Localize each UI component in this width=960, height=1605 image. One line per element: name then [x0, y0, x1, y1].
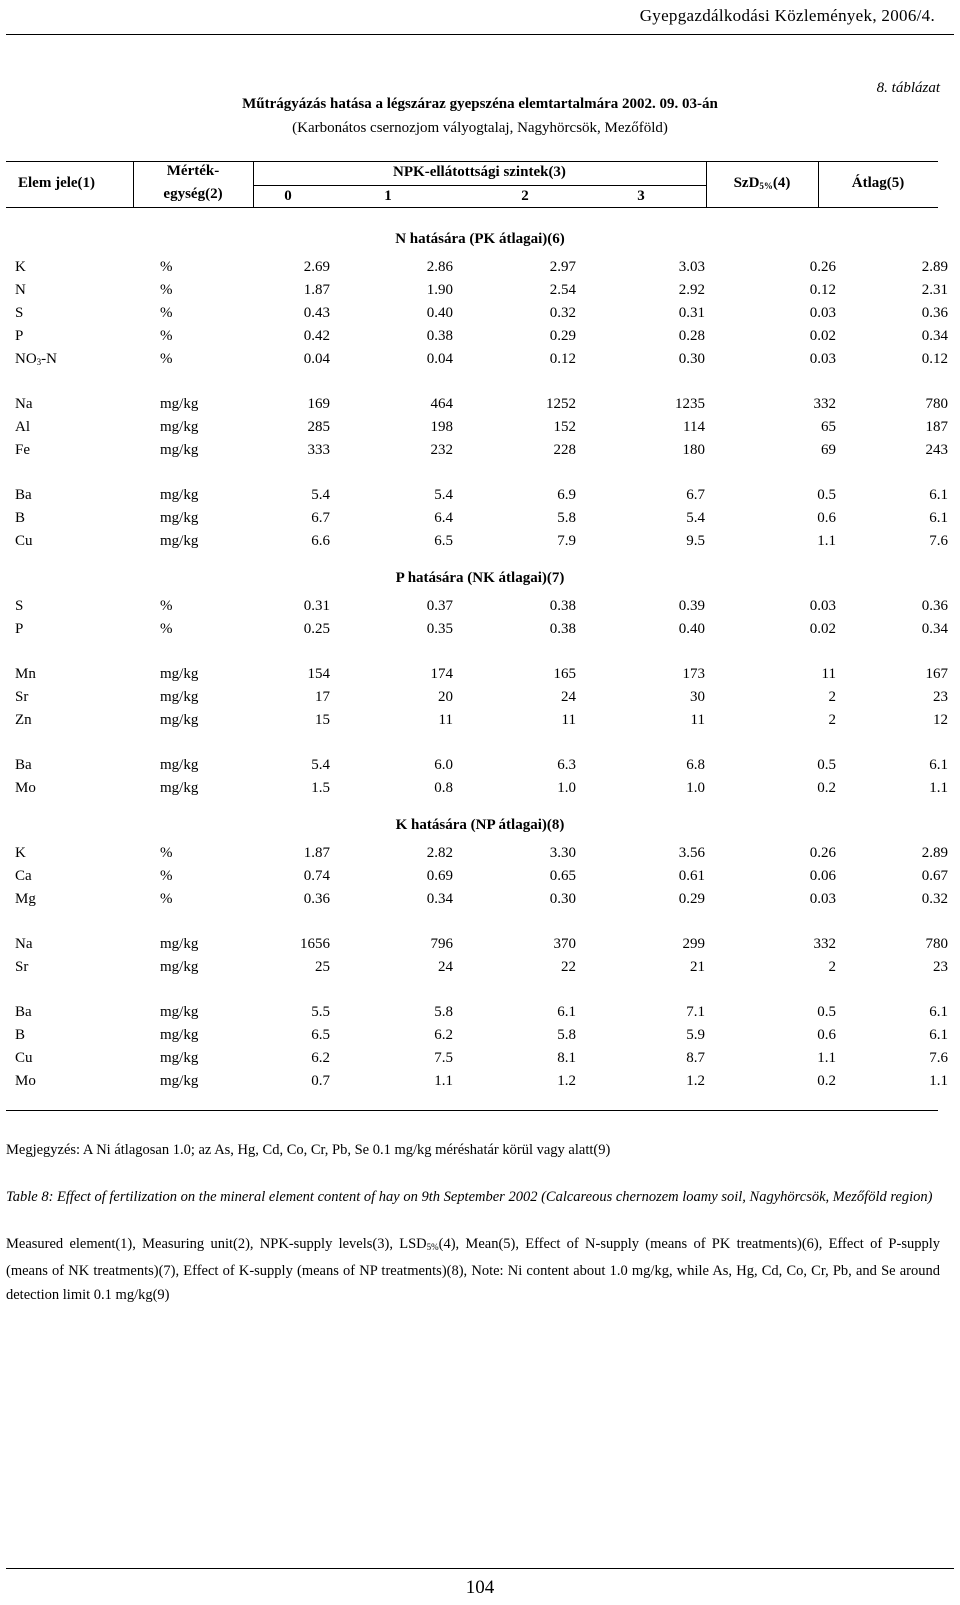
value-level-2: 0.65: [549, 868, 576, 884]
unit: mg/kg: [160, 442, 199, 458]
element-symbol: Na: [15, 936, 33, 952]
value-level-2: 1252: [546, 396, 576, 412]
value-level-0: 6.7: [311, 510, 330, 526]
value-mean: 2.31: [921, 282, 948, 298]
value-szd: 65: [821, 419, 836, 435]
element-symbol: N: [15, 282, 26, 298]
value-level-3: 173: [682, 666, 705, 682]
value-szd: 2: [828, 712, 836, 728]
value-level-1: 0.69: [426, 868, 453, 884]
value-level-3: 0.29: [678, 891, 705, 907]
unit: mg/kg: [160, 959, 199, 975]
element-symbol: Cu: [15, 1050, 33, 1066]
table-row: [0, 1070, 960, 1093]
table-row: [0, 865, 960, 888]
unit: mg/kg: [160, 1027, 199, 1043]
element-symbol: Mo: [15, 1073, 36, 1089]
value-level-0: 1.87: [303, 282, 330, 298]
table-row: [0, 507, 960, 530]
value-szd: 69: [821, 442, 836, 458]
value-level-1: 0.38: [426, 328, 453, 344]
section-title: P hatására (NK átlagai)(7): [395, 570, 565, 586]
table-row: [0, 709, 960, 732]
value-level-3: 299: [682, 936, 705, 952]
value-level-2: 6.1: [557, 1004, 576, 1020]
unit: mg/kg: [160, 712, 199, 728]
table-row: [0, 1047, 960, 1070]
value-level-0: 6.6: [311, 533, 330, 549]
value-level-3: 0.31: [678, 305, 705, 321]
unit: %: [160, 282, 173, 298]
value-level-2: 0.38: [549, 598, 576, 614]
value-mean: 243: [925, 442, 948, 458]
element-symbol: Fe: [15, 442, 30, 458]
value-level-3: 8.7: [686, 1050, 705, 1066]
table-row: [0, 595, 960, 618]
table-row: [0, 484, 960, 507]
value-mean: 167: [925, 666, 948, 682]
unit: %: [160, 351, 173, 367]
value-level-3: 7.1: [686, 1004, 705, 1020]
value-szd: 0.03: [809, 598, 836, 614]
value-level-2: 0.12: [549, 351, 576, 367]
value-level-0: 1656: [300, 936, 330, 952]
element-symbol: K: [15, 259, 26, 275]
section-title: N hatására (PK átlagai)(6): [395, 231, 565, 247]
value-level-3: 9.5: [686, 533, 705, 549]
unit: mg/kg: [160, 1004, 199, 1020]
value-mean: 0.12: [921, 351, 948, 367]
value-mean: 0.34: [921, 328, 948, 344]
table-note: Megjegyzés: A Ni átlagosan 1.0; az As, Hg, Cd, Co, Cr, Pb, Se 0.1 mg/kg méréshatár körül vagy alatt(9): [6, 1142, 611, 1158]
value-mean: 6.1: [929, 487, 948, 503]
element-symbol: Ca: [15, 868, 32, 884]
value-level-3: 1235: [675, 396, 705, 412]
col-unit-line2: egység(2): [163, 186, 223, 202]
col-level-3: 3: [637, 188, 645, 204]
value-mean: 0.36: [921, 305, 948, 321]
table-row: [0, 663, 960, 686]
value-level-3: 180: [682, 442, 705, 458]
unit: mg/kg: [160, 533, 199, 549]
value-mean: 7.6: [929, 533, 948, 549]
value-level-1: 0.34: [426, 891, 453, 907]
value-level-0: 169: [307, 396, 330, 412]
table-row: [0, 302, 960, 325]
value-level-3: 2.92: [678, 282, 705, 298]
value-level-1: 2.86: [426, 259, 453, 275]
col-npk: NPK-ellátottsági szintek(3): [393, 164, 566, 180]
value-level-2: 2.97: [549, 259, 576, 275]
value-level-0: 0.7: [311, 1073, 330, 1089]
section-title: K hatására (NP átlagai)(8): [395, 817, 565, 833]
col-level-2: 2: [521, 188, 529, 204]
value-szd: 0.26: [809, 259, 836, 275]
element-symbol: P: [15, 621, 24, 637]
element-symbol: Ba: [15, 757, 32, 773]
unit: %: [160, 259, 173, 275]
element-symbol: B: [15, 1027, 26, 1043]
element-symbol: Ba: [15, 1004, 32, 1020]
table-row: [0, 888, 960, 911]
value-level-1: 5.8: [434, 1004, 453, 1020]
value-level-0: 1.5: [311, 780, 330, 796]
value-level-3: 5.4: [686, 510, 705, 526]
value-level-3: 0.39: [678, 598, 705, 614]
value-level-1: 0.37: [426, 598, 453, 614]
value-level-0: 0.25: [303, 621, 330, 637]
table-row: [0, 1001, 960, 1024]
value-level-0: 0.31: [303, 598, 330, 614]
value-szd: 1.1: [817, 1050, 836, 1066]
value-level-2: 7.9: [557, 533, 576, 549]
value-szd: 11: [821, 666, 836, 682]
value-mean: 23: [933, 959, 948, 975]
value-mean: 780: [925, 936, 948, 952]
value-mean: 0.36: [921, 598, 948, 614]
value-level-1: 0.40: [426, 305, 453, 321]
element-symbol: K: [15, 845, 26, 861]
element-symbol: Sr: [15, 959, 29, 975]
element-symbol: Sr: [15, 689, 29, 705]
english-legend: Measured element(1), Measuring unit(2), NPK-supply levels(3), $LSD_{5\%}(4)$, Mean(5), Effect of N-supply (means of PK treatments)(6), Effect of P-supply (means of NK treatments)(7), Effect of K-supply (means of NP treatments)(8), Note: Ni content about 1.0 mg/kg, while As, Hg, Cd, Co, Cr, Pb, and Se around detection limit 0.1 mg/kg(9): [6, 1236, 940, 1303]
unit: %: [160, 328, 173, 344]
value-level-2: 370: [553, 936, 576, 952]
value-level-0: 285: [307, 419, 330, 435]
value-mean: 23: [933, 689, 948, 705]
value-level-1: 6.4: [434, 510, 453, 526]
value-mean: 7.6: [929, 1050, 948, 1066]
value-mean: 0.67: [921, 868, 948, 884]
value-level-1: 7.5: [434, 1050, 453, 1066]
unit: mg/kg: [160, 780, 199, 796]
value-level-3: 0.30: [678, 351, 705, 367]
value-szd: 0.2: [817, 780, 836, 796]
table-row: [0, 842, 960, 865]
value-mean: 6.1: [929, 1027, 948, 1043]
value-szd: 0.03: [809, 351, 836, 367]
value-level-1: 0.8: [434, 780, 453, 796]
value-level-3: 1.0: [686, 780, 705, 796]
value-level-3: 1.2: [686, 1073, 705, 1089]
value-level-3: 30: [690, 689, 705, 705]
value-level-3: 6.8: [686, 757, 705, 773]
col-mean: Átlag(5): [851, 175, 905, 191]
unit: %: [160, 621, 173, 637]
value-mean: 6.1: [929, 757, 948, 773]
table-row: [0, 754, 960, 777]
value-szd: 0.5: [817, 757, 836, 773]
value-szd: 332: [813, 396, 836, 412]
value-level-1: 2.82: [426, 845, 453, 861]
unit: %: [160, 891, 173, 907]
value-level-0: 6.5: [311, 1027, 330, 1043]
table-row: [0, 933, 960, 956]
value-level-3: 0.61: [678, 868, 705, 884]
value-level-3: 0.40: [678, 621, 705, 637]
value-level-1: 174: [430, 666, 453, 682]
value-level-2: 3.30: [549, 845, 576, 861]
value-level-2: 0.29: [549, 328, 576, 344]
value-mean: 2.89: [921, 259, 948, 275]
table-row: [0, 686, 960, 709]
value-level-1: 232: [430, 442, 453, 458]
table-row: [0, 348, 960, 371]
value-mean: 780: [925, 396, 948, 412]
value-level-1: 1.90: [426, 282, 453, 298]
value-level-3: 5.9: [686, 1027, 705, 1043]
table-top-rule: [6, 161, 938, 162]
unit: mg/kg: [160, 396, 199, 412]
table-header-rule: [6, 207, 938, 208]
value-level-0: 154: [307, 666, 330, 682]
value-mean: 1.1: [929, 780, 948, 796]
value-szd: 2: [828, 689, 836, 705]
unit: mg/kg: [160, 1050, 199, 1066]
element-symbol: Mg: [15, 891, 36, 907]
value-szd: 0.02: [809, 328, 836, 344]
unit: mg/kg: [160, 936, 199, 952]
value-szd: 0.03: [809, 891, 836, 907]
value-level-2: 22: [561, 959, 576, 975]
table-row: [0, 325, 960, 348]
table-row: [0, 530, 960, 553]
table-subtitle: (Karbonátos csernozjom vályogtalaj, Nagyhörcsök, Mezőföld): [292, 120, 668, 136]
value-level-3: 114: [683, 419, 705, 435]
unit: %: [160, 845, 173, 861]
element-symbol: S: [15, 598, 24, 614]
value-szd: 0.6: [817, 510, 836, 526]
table-row: [0, 618, 960, 641]
value-level-0: 5.4: [311, 487, 330, 503]
page-number: 104: [465, 1577, 495, 1598]
value-level-3: 11: [690, 712, 705, 728]
table-id: 8. táblázat: [876, 80, 940, 96]
value-level-0: 5.4: [311, 757, 330, 773]
table-row: [0, 1024, 960, 1047]
value-level-2: 228: [553, 442, 576, 458]
value-level-0: 0.36: [303, 891, 330, 907]
value-level-0: 25: [315, 959, 330, 975]
value-level-1: 0.35: [426, 621, 453, 637]
value-mean: 0.32: [921, 891, 948, 907]
value-szd: 2: [828, 959, 836, 975]
col-element: Elem jele(1): [18, 175, 96, 191]
table-row: [0, 777, 960, 800]
value-mean: 1.1: [929, 1073, 948, 1089]
element-symbol: Mo: [15, 780, 36, 796]
unit: mg/kg: [160, 487, 199, 503]
value-level-2: 1.2: [557, 1073, 576, 1089]
value-level-1: 24: [438, 959, 453, 975]
col-level-0: 0: [284, 188, 292, 204]
footer-rule: [6, 1568, 954, 1569]
col-level-1: 1: [384, 188, 392, 204]
element-symbol: S: [15, 305, 24, 321]
value-level-0: 15: [315, 712, 330, 728]
value-level-1: 6.2: [434, 1027, 453, 1043]
value-level-1: 0.04: [426, 351, 453, 367]
col-unit-line1: Mérték-: [166, 163, 220, 179]
value-level-2: 165: [553, 666, 576, 682]
value-level-2: 11: [561, 712, 576, 728]
element-symbol: Al: [15, 419, 30, 435]
element-symbol: B: [15, 510, 26, 526]
npk-header-rule: [253, 185, 706, 186]
value-level-2: 2.54: [549, 282, 576, 298]
value-level-2: 5.8: [557, 510, 576, 526]
value-level-0: 0.43: [303, 305, 330, 321]
unit: mg/kg: [160, 510, 199, 526]
value-level-2: 6.9: [557, 487, 576, 503]
table-row: [0, 439, 960, 462]
value-level-0: 0.04: [303, 351, 330, 367]
element-symbol: Ba: [15, 487, 32, 503]
value-level-2: 152: [553, 419, 576, 435]
value-level-0: 2.69: [303, 259, 330, 275]
value-szd: 0.26: [809, 845, 836, 861]
value-level-2: 0.30: [549, 891, 576, 907]
value-mean: 12: [933, 712, 948, 728]
value-szd: 0.5: [817, 487, 836, 503]
element-symbol: Mn: [15, 666, 36, 682]
value-szd: 0.02: [809, 621, 836, 637]
table-row: [0, 393, 960, 416]
value-level-2: 6.3: [557, 757, 576, 773]
element-symbol: Cu: [15, 533, 33, 549]
value-level-0: 17: [315, 689, 330, 705]
header-rule: [6, 34, 954, 35]
table-title: Műtrágyázás hatása a légszáraz gyepszéna elemtartalmára 2002. 09. 03-án: [242, 96, 718, 112]
element-symbol: Zn: [15, 712, 32, 728]
value-szd: 332: [813, 936, 836, 952]
unit: mg/kg: [160, 666, 199, 682]
value-level-0: 5.5: [311, 1004, 330, 1020]
table-bottom-rule: [6, 1110, 938, 1111]
value-level-0: 1.87: [303, 845, 330, 861]
unit: %: [160, 868, 173, 884]
value-level-2: 8.1: [557, 1050, 576, 1066]
value-mean: 6.1: [929, 510, 948, 526]
unit: mg/kg: [160, 1073, 199, 1089]
table-row: [0, 416, 960, 439]
value-level-1: 6.0: [434, 757, 453, 773]
value-szd: 0.03: [809, 305, 836, 321]
value-szd: 0.2: [817, 1073, 836, 1089]
value-level-1: 1.1: [434, 1073, 453, 1089]
value-level-0: 333: [307, 442, 330, 458]
value-level-3: 21: [690, 959, 705, 975]
value-szd: 0.12: [809, 282, 836, 298]
element-symbol: P: [15, 328, 24, 344]
element-symbol: Na: [15, 396, 33, 412]
value-szd: 1.1: [817, 533, 836, 549]
unit: mg/kg: [160, 689, 199, 705]
unit: mg/kg: [160, 757, 199, 773]
unit: %: [160, 598, 173, 614]
unit: %: [160, 305, 173, 321]
value-level-1: 796: [430, 936, 453, 952]
value-level-2: 24: [561, 689, 576, 705]
col-szd: SzD$_{5\%}$(4): [733, 175, 791, 191]
value-mean: 187: [925, 419, 948, 435]
value-level-1: 6.5: [434, 533, 453, 549]
journal-header: Gyepgazdálkodási Közlemények, 2006/4.: [639, 6, 935, 25]
value-level-2: 5.8: [557, 1027, 576, 1043]
value-level-2: 0.38: [549, 621, 576, 637]
value-level-3: 0.28: [678, 328, 705, 344]
table-row: [0, 279, 960, 302]
value-mean: 2.89: [921, 845, 948, 861]
value-level-1: 11: [438, 712, 453, 728]
value-level-1: 5.4: [434, 487, 453, 503]
value-level-1: 464: [430, 396, 453, 412]
value-level-2: 1.0: [557, 780, 576, 796]
value-level-3: 6.7: [686, 487, 705, 503]
value-level-3: 3.03: [678, 259, 705, 275]
value-level-3: 3.56: [678, 845, 705, 861]
table-row: [0, 256, 960, 279]
value-level-1: 198: [430, 419, 453, 435]
value-level-0: 6.2: [311, 1050, 330, 1066]
value-level-0: 0.42: [303, 328, 330, 344]
unit: mg/kg: [160, 419, 199, 435]
table-row: [0, 956, 960, 979]
value-szd: 0.6: [817, 1027, 836, 1043]
english-caption: Table 8: Effect of fertilization on the mineral element content of hay on 9th September 2002 (Calcareous chernozem loamy soil, Nagyhörcsök, Mezőföld region): [6, 1189, 933, 1205]
value-level-0: 0.74: [303, 868, 330, 884]
value-mean: 6.1: [929, 1004, 948, 1020]
element-symbol: $NO_3-N$: [15, 351, 57, 367]
value-szd: 0.06: [809, 868, 836, 884]
value-level-1: 20: [438, 689, 453, 705]
value-level-2: 0.32: [549, 305, 576, 321]
value-mean: 0.34: [921, 621, 948, 637]
value-szd: 0.5: [817, 1004, 836, 1020]
